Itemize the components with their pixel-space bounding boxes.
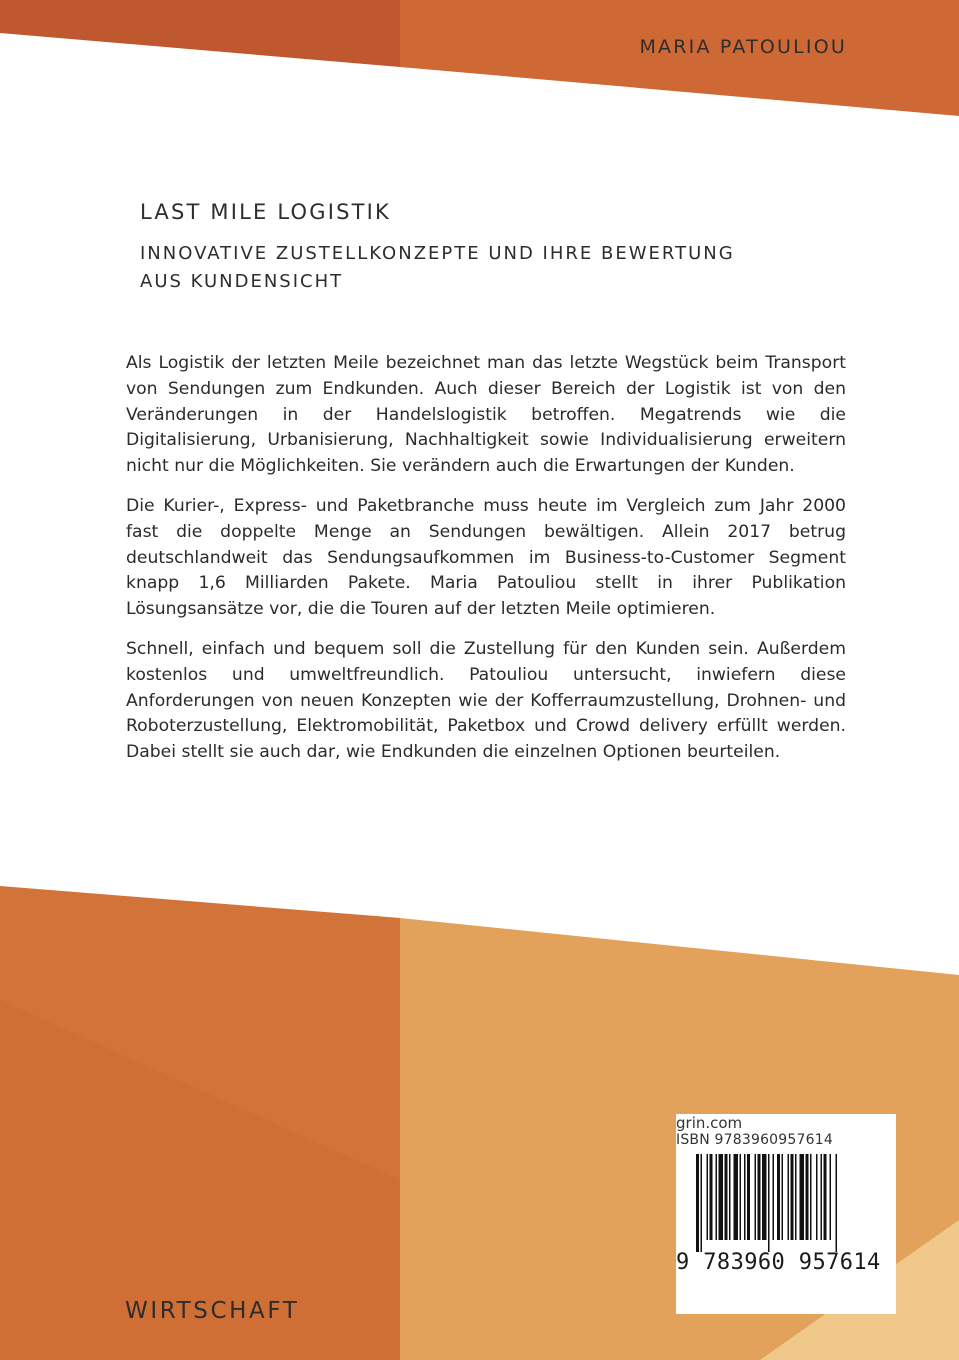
barcode-digits: 9 783960 957614 [676, 1250, 881, 1275]
barcode-image [696, 1154, 892, 1252]
blurb-paragraph-2: Die Kurier-, Express- und Paketbranche muss heute im Vergleich zum Jahr 2000 fast die doppelte Menge an Sendungen bewältigen. Allein 2017 betrug deutschlandweit das Sendungsaufkommen im Business-to-Customer Segment knapp 1,6 Milliarden Pakete. Maria Patouliou stellt in ihrer Publikation Lösungsansätze vor, die die Touren auf der letzten Meile optimieren. [126, 495, 846, 620]
category-label: WIRTSCHAFT [125, 1298, 300, 1324]
publisher-box [676, 1114, 896, 1314]
isbn-label: ISBN 9783960957614 [676, 1132, 833, 1148]
blurb [126, 351, 846, 780]
blurb-paragraph-3: Schnell, einfach und bequem soll die Zustellung für den Kunden sein. Außerdem kostenlos und umweltfreundlich. Patouliou untersucht, inwiefern diese Anforderungen von neuen Konzepten wie der Kofferraumzustellung, Drohnen- und Roboterzustellung, Elektromobilität, Paketbox und Crowd delivery erfüllt werden. Dabei stellt sie auch dar, wie Endkunden die einzelnen Optionen beurteilen. [126, 638, 846, 763]
book-subtitle: INNOVATIVE ZUSTELLKONZEPTE UND IHRE BEWERTUNG AUS KUNDENSICHT [140, 243, 735, 292]
blurb-paragraph-1: Als Logistik der letzten Meile bezeichnet man das letzte Wegstück beim Transport von Sendungen zum Endkunden. Auch dieser Bereich der Logistik ist von den Veränderungen in der Handelslogistik betroffen. Megatrends wie die Digitalisierung, Urbanisierung, Nachhaltigkeit sowie Individualisierung erweitern nicht nur die Möglichkeiten. Sie verändern auch die Erwartungen der Kunden. [126, 353, 846, 477]
book-title: LAST MILE LOGISTIK [140, 200, 392, 224]
publisher-site: grin.com [676, 1114, 743, 1132]
top-band-right [400, 0, 959, 116]
author-name: MARIA PATOULIOU [639, 36, 847, 58]
top-band-left [0, 0, 400, 67]
